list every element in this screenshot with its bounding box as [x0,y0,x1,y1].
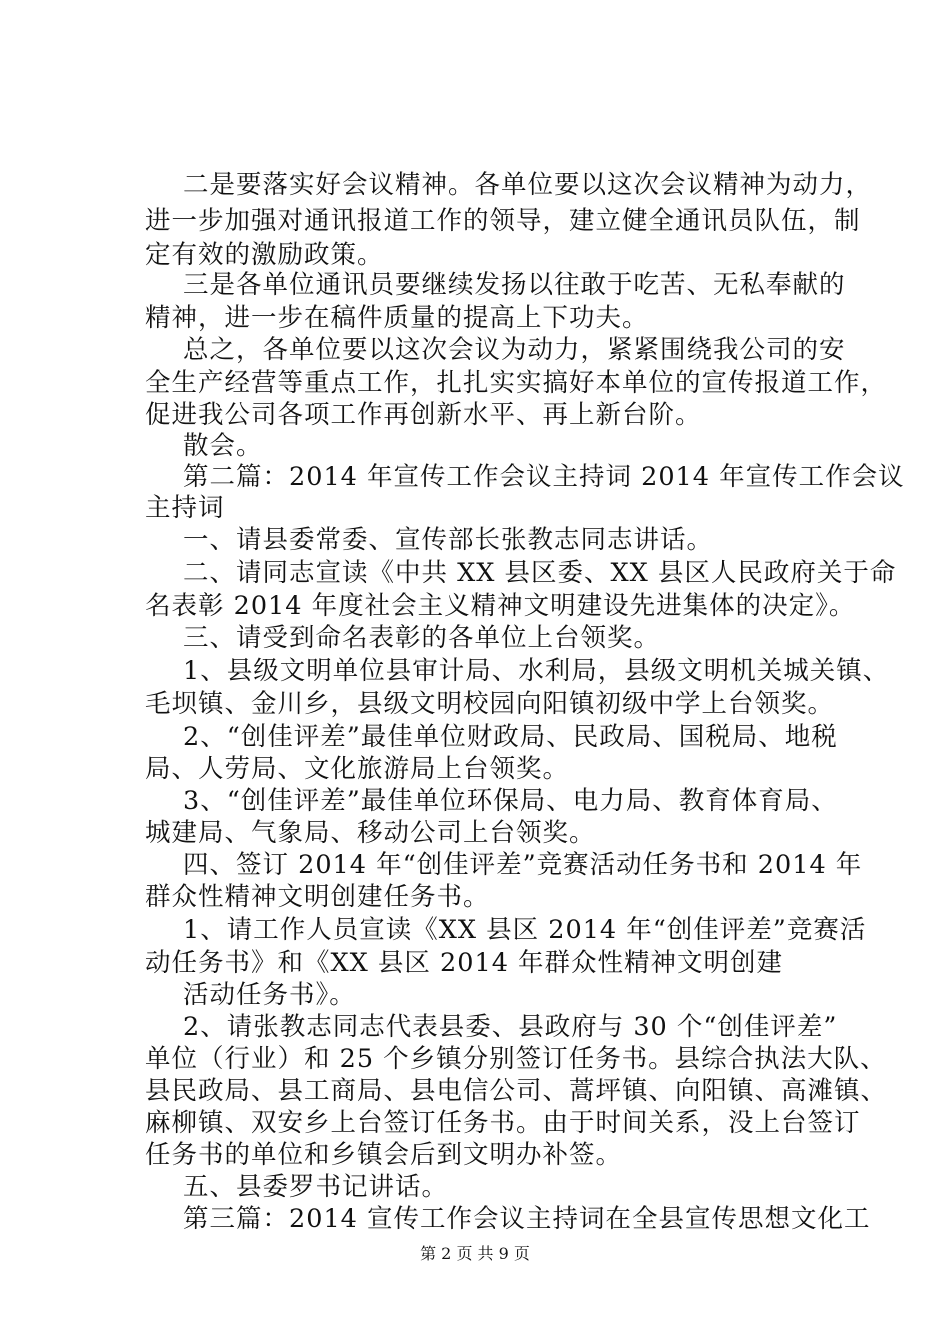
text-line: 全生产经营等重点工作，扎扎实实搞好本单位的宣传报道工作， [145,368,888,398]
text-line: 促进我公司各项工作再创新水平、再上新台阶。 [145,400,702,430]
page-footer: 第 2 页 共 9 页 [420,1244,530,1263]
text-line: 定有效的激励政策。 [145,240,384,270]
text-line: 3、“创佳评差”最佳单位环保局、电力局、教育体育局、 [183,786,838,816]
text-line: 二是要落实好会议精神。各单位要以这次会议精神为动力， [183,170,873,200]
text-line: 单位（行业）和 25 个乡镇分别签订任务书。县综合执法大队、 [145,1044,887,1074]
text-line: 二、请同志宣读《中共 XX 县区委、XX 县区人民政府关于命 [183,558,897,588]
text-line: 名表彰 2014 年度社会主义精神文明建设先进集体的决定》。 [145,591,856,621]
text-line: 散会。 [183,431,263,461]
text-line: 群众性精神文明创建任务书。 [145,882,490,912]
text-line: 动任务书》和《XX 县区 2014 年群众性精神文明创建 [145,948,784,978]
text-line: 主持词 [145,493,225,523]
text-line: 三是各单位通讯员要继续发扬以往敢于吃苦、无私奉献的 [183,270,846,300]
text-line: 四、签订 2014 年“创佳评差”竞赛活动任务书和 2014 年 [183,850,863,880]
text-line: 1、请工作人员宣读《XX 县区 2014 年“创佳评差”竞赛活 [183,915,867,945]
text-line: 精神，进一步在稿件质量的提高上下功夫。 [145,303,649,333]
text-line: 毛坝镇、金川乡，县级文明校园向阳镇初级中学上台领奖。 [145,689,835,719]
text-line: 第三篇：2014 宣传工作会议主持词在全县宣传思想文化工 [183,1204,871,1234]
text-line: 2、“创佳评差”最佳单位财政局、民政局、国税局、地税 [183,722,838,752]
text-line: 进一步加强对通讯报道工作的领导，建立健全通讯员队伍，制 [145,206,861,236]
text-line: 总之，各单位要以这次会议为动力，紧紧围绕我公司的安 [183,335,846,365]
text-line: 麻柳镇、双安乡上台签订任务书。由于时间关系，没上台签订 [145,1108,861,1138]
text-line: 活动任务书》。 [183,980,356,1010]
text-line: 任务书的单位和乡镇会后到文明办补签。 [145,1140,623,1170]
text-line: 城建局、气象局、移动公司上台领奖。 [145,818,596,848]
text-line: 第二篇：2014 年宣传工作会议主持词 2014 年宣传工作会议 [183,462,905,492]
text-line: 三、请受到命名表彰的各单位上台领奖。 [183,623,661,653]
text-line: 县民政局、县工商局、县电信公司、蒿坪镇、向阳镇、高滩镇、 [145,1076,888,1106]
text-line: 一、请县委常委、宣传部长张教志同志讲话。 [183,525,714,555]
text-line: 1、县级文明单位县审计局、水利局，县级文明机关城关镇、 [183,656,890,686]
text-line: 局、人劳局、文化旅游局上台领奖。 [145,754,570,784]
text-line: 五、县委罗书记讲话。 [183,1172,449,1202]
text-line: 2、请张教志同志代表县委、县政府与 30 个“创佳评差” [183,1012,838,1042]
